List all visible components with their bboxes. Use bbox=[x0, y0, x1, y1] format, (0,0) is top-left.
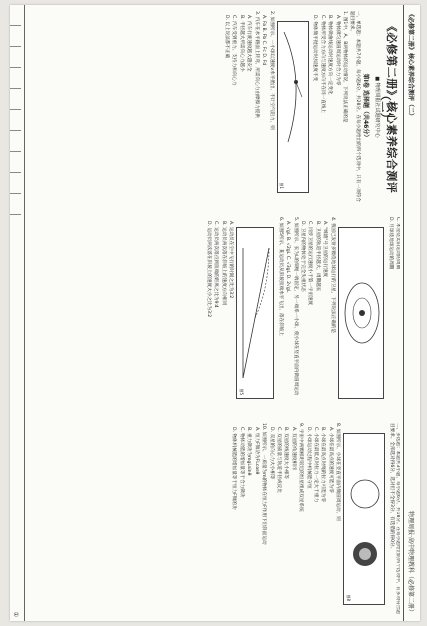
option-text: A. "嫦娥"号卫星的运行速度 bbox=[322, 221, 328, 278]
figure-5 bbox=[236, 227, 274, 399]
figure-caption: 图8 bbox=[346, 594, 352, 601]
option-text: B. 小球在最高点时绳的拉力可能为零 bbox=[320, 427, 326, 502]
option-text: A. √gL B. √2gL C. √3gL D. 2√gL bbox=[285, 221, 291, 293]
option-text: C. 运动员两次落点到顶端的距离之比为9∶4 bbox=[213, 221, 219, 308]
column-1 bbox=[24, 11, 400, 203]
question-text: 10. 如图所示，一质量为m的物体在恒力F作用下沿斜面运动 bbox=[261, 423, 267, 545]
option-text: B. 运动员两次落在斜坡上的速度方向相同 bbox=[220, 221, 226, 306]
exam-sheet bbox=[10, 5, 420, 621]
option-text: A. 汽车行驶速度越大越安全 bbox=[246, 15, 252, 72]
question-text: 6. 如图5所示，某运动员从斜坡顶端水平飞出，落在斜坡上 bbox=[277, 217, 283, 337]
answer-grid bbox=[10, 5, 25, 621]
option-text: B. 卫星的轨道半径越大，周期越长 bbox=[314, 221, 320, 292]
option-text: D. 运动员两次落在斜坡上的速度大小之比为3∶2 bbox=[205, 221, 211, 318]
header-right: 物理周报·高中物理教科（必修第二册） bbox=[407, 511, 414, 615]
page-title: 《必修第二册》核心素养综合测评（二） bbox=[379, 20, 398, 194]
question-text: 9. 宇宙中两颗相距较近的恒星组成双星系统 bbox=[298, 423, 304, 512]
option-text: C. 小球在最低点时拉力一定大于重力 bbox=[312, 427, 318, 503]
page-number: ① bbox=[12, 611, 19, 617]
orbit-drawing bbox=[341, 228, 383, 398]
option-text: C. 物体动能的增加量等于合力做功 bbox=[238, 427, 244, 498]
figure-8 bbox=[343, 433, 385, 605]
option-text: A. 双星的角速度相同 bbox=[290, 427, 296, 470]
option-text: A. 小球在最高点的速度可能为零 bbox=[327, 427, 333, 493]
figure-caption: 图5 bbox=[238, 388, 244, 395]
figure-1 bbox=[277, 21, 309, 193]
option-text: D. 卫星内的物体处于完全失重状态 bbox=[300, 221, 306, 292]
question-text: 一、单选题：本题共7小题，每小题4分，共28分。在每小题给出的四个选项中，只有一项符合题目要求。 bbox=[349, 11, 361, 202]
rotated-page bbox=[10, 5, 420, 621]
option-text: B. 双星的线速度大小相等 bbox=[283, 427, 289, 480]
orbit-figure bbox=[338, 227, 384, 399]
question-text: 二、多选题：本题共3小题，每小题6分，共18分。在每小题给出的四个选项中，有多项符合题目要求。全部选对得6分，选对但不全得3分，有选错的得0分。 bbox=[389, 423, 400, 614]
question-text: 8. 如图所示，小球在竖直平面内做圆周运动，则 bbox=[335, 423, 341, 521]
option-text: C. 同步卫星的运行速度小于第一宇宙速度 bbox=[307, 221, 313, 306]
option-text: A. 运动员在空中飞行的时间之比为3∶2 bbox=[227, 221, 233, 299]
option-text: C. 双星的质量与轨道半径成反比 bbox=[275, 427, 281, 493]
column-2 bbox=[24, 217, 400, 409]
option-text: A. Fa B. Fb C. Fc D. Fd bbox=[261, 15, 267, 66]
option-text: D. 双星的向心力大小相等 bbox=[268, 427, 274, 480]
question-text: D. 月球绕地球运动的周期 bbox=[387, 217, 393, 270]
option-text: D. 以上说法都不正确 bbox=[224, 15, 230, 59]
option-text: B. 物体做曲线运动时速度方向一定变化 bbox=[327, 15, 333, 95]
option-text: A. 物体做匀速圆周运动时合力为零 bbox=[334, 15, 340, 86]
question-text: 2. 如图所示，一小球以速度v水平抛出，不计空气阻力，则 bbox=[268, 11, 274, 130]
option-text: D. 物体做平抛运动时加速度不变 bbox=[312, 15, 318, 82]
option-text: C. 汽车受到重力、支持力和向心力 bbox=[231, 15, 237, 86]
content bbox=[24, 11, 400, 615]
question-text: 1. 图1中，A、B两物体的运动情况，下列说法正确的是 bbox=[342, 11, 348, 123]
option-text: A. 恒力F做功为FLcosθ bbox=[253, 427, 259, 475]
question-text: 4. 我国已发射多颗绕地球运行的卫星，下列说法正确的是 bbox=[329, 217, 335, 334]
option-text: B. 重力做功为mgLsinθ bbox=[246, 427, 252, 476]
option-text: D. 小球运动过程中机械能守恒 bbox=[305, 427, 311, 489]
question-text: 3. 汽车在水平路面上转弯，所需向心力由摩擦力提供 bbox=[253, 11, 259, 118]
question-text: 5. 如图所示，长为L的细绳一端固定，另一端系一小球，使小球在竖直平面内做圆周运动 bbox=[292, 217, 298, 396]
column-3 bbox=[24, 423, 400, 615]
slope-drawing bbox=[239, 228, 273, 398]
section-title: 第Ⅰ卷 选择题（共46分） bbox=[362, 73, 370, 141]
option-text: B. 半径越大所需向心力越小 bbox=[238, 15, 244, 72]
header-left: 《必修第二册》核心素养综合测评（二） bbox=[407, 11, 414, 120]
header-bar bbox=[403, 5, 420, 621]
figure-caption: 图1 bbox=[279, 182, 285, 189]
figure-1-drawing bbox=[280, 22, 308, 192]
circle-motion-drawing bbox=[346, 434, 384, 604]
question-text: C. 木星绕太阳运动的周期 bbox=[395, 217, 400, 270]
option-text: C. 物体所受合力方向与速度方向不在同一直线上 bbox=[319, 15, 325, 114]
option-text: D. 物体机械能的增加量等于恒力F做的功 bbox=[231, 427, 237, 510]
organization: ■ 物理周报社试题研究中心 bbox=[374, 76, 381, 138]
